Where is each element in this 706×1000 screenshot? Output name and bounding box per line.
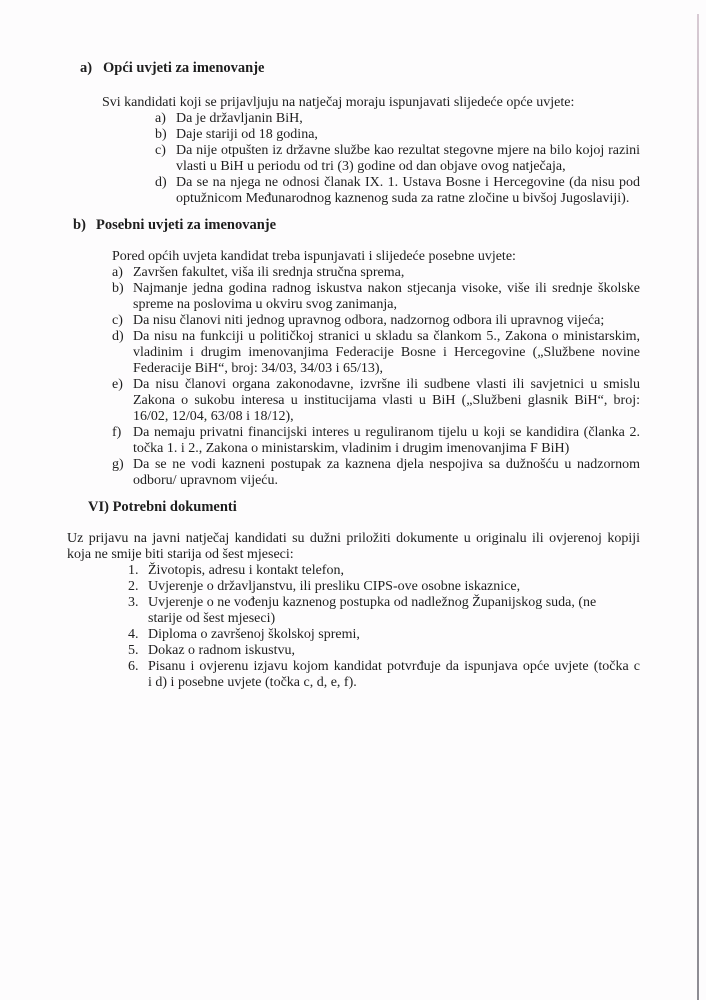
list-item-marker: d)	[112, 329, 124, 344]
text-line: Zakona o sukobu interesa u institucijama vlasti u BiH („Službeni glasnik BiH“, broj:	[133, 393, 640, 408]
list-item	[112, 329, 640, 377]
text-line: Da nemaju privatni financijski interes u reguliranom tijelu u koji se kandidira (članka 2.	[133, 425, 640, 440]
text-line: i d) i posebne uvjete (točka c, d, e, f).	[148, 675, 357, 690]
list-item-marker: 1.	[128, 563, 139, 578]
list-item-text	[148, 659, 640, 691]
documents-intro	[67, 531, 640, 563]
list-item	[112, 313, 640, 329]
text-line: Završen fakultet, viša ili srednja stručna sprema,	[133, 265, 405, 280]
section-required-documents	[0, 499, 706, 691]
list-item-text	[133, 265, 640, 281]
section-b-marker: b)	[73, 217, 86, 233]
list-item	[128, 627, 640, 643]
list-item-text	[148, 643, 640, 659]
section-a-intro	[102, 95, 640, 111]
list-item-text	[133, 377, 640, 425]
list-item-text	[148, 563, 640, 579]
list-item-marker: c)	[155, 143, 166, 158]
text-line: starije od šest mjeseci)	[148, 611, 276, 626]
list-item-text	[133, 329, 640, 377]
list-item-text	[133, 281, 640, 313]
text-line: Da se ne vodi kazneni postupak za kaznena djela nespojiva sa dužnošću u nadzornom	[133, 457, 640, 472]
text-line: Da je državljanin BiH,	[176, 111, 303, 126]
text-line: odboru/ upravnom vijeću.	[133, 473, 279, 488]
list-item-text	[133, 457, 640, 489]
list-item-text	[148, 595, 640, 627]
text-line: točka 1. i 2., Zakona o ministarskim, vladinim i drugim imenovanjima F BiH)	[133, 441, 570, 456]
list-item	[112, 265, 640, 281]
list-item-text	[176, 127, 640, 143]
text-line: Uvjerenje o ne vođenju kaznenog postupka od nadležnog Županijskog suda, (ne	[148, 595, 597, 610]
text-line: Da nisu članovi niti jednog upravnog odbora, nadzornog odbora ili upravnog vijeća;	[133, 313, 605, 328]
list-item	[155, 127, 640, 143]
section-a-list	[155, 111, 640, 207]
list-item-text	[133, 425, 640, 457]
list-item-marker: d)	[155, 175, 167, 190]
text-line: Uz prijavu na javni natječaj kandidati su dužni priložiti dokumente u originalu ili ovjerenoj kopiji	[67, 531, 640, 546]
section-general-conditions	[0, 60, 706, 207]
list-item	[112, 377, 640, 425]
list-item-marker: 2.	[128, 579, 139, 594]
text-line: Dokaz o radnom iskustvu,	[148, 643, 295, 658]
list-item	[128, 595, 640, 627]
list-item-text	[176, 175, 640, 207]
list-item	[128, 643, 640, 659]
section-b-intro	[112, 249, 640, 265]
scan-edge-line	[697, 14, 699, 1000]
text-line: Da nisu na funkciji u političkoj stranici u skladu sa člankom 5., Zakona o ministarskim,	[133, 329, 640, 344]
documents-section-title: VI) Potrebni dokumenti	[88, 499, 237, 515]
text-line: Da se na njega ne odnosi članak IX. 1. Ustava Bosne i Hercegovine (da nisu pod	[176, 175, 640, 190]
list-item-marker: 6.	[128, 659, 139, 674]
text-line: Daje stariji od 18 godina,	[176, 127, 318, 142]
list-item-marker: c)	[112, 313, 123, 328]
text-line: vladinim i drugim imenovanjima Federacije Bosne i Hercegovine („Službene novine	[133, 345, 640, 360]
list-item	[112, 281, 640, 313]
section-a-title: Opći uvjeti za imenovanje	[103, 60, 265, 76]
text-line: Diploma o završenoj školskoj spremi,	[148, 627, 360, 642]
list-item-marker: f)	[112, 425, 122, 440]
list-item	[155, 111, 640, 127]
text-line: Federacije BiH“, broj: 34/03, 34/03 i 65/13),	[133, 361, 384, 376]
text-line: spreme na poslovima u okviru svog zanimanja,	[133, 297, 397, 312]
text-line: 16/02, 12/04, 63/08 i 18/12),	[133, 409, 294, 424]
list-item	[128, 563, 640, 579]
list-item-marker: 4.	[128, 627, 139, 642]
list-item-marker: b)	[155, 127, 167, 142]
text-line: Da nije otpušten iz državne službe kao rezultat stegovne mjere na bilo kojoj razini	[176, 143, 640, 158]
text-line: Najmanje jedna godina radnog iskustva nakon stjecanja visoke, više ili srednje školske	[133, 281, 640, 296]
list-item-text	[148, 579, 640, 595]
documents-list	[128, 563, 640, 691]
list-item-marker: a)	[155, 111, 166, 126]
list-item-text	[148, 627, 640, 643]
list-item	[155, 143, 640, 175]
list-item	[112, 457, 640, 489]
section-b-list	[112, 265, 640, 489]
text-line: Da nisu članovi organa zakonodavne, izvršne ili sudbene vlasti ili savjetnici u smislu	[133, 377, 640, 392]
section-a-marker: a)	[80, 60, 93, 76]
section-b-title: Posebni uvjeti za imenovanje	[96, 217, 277, 233]
text-line: vlasti u BiH u periodu od tri (3) godine od dan objave ovog natječaja,	[176, 159, 566, 174]
list-item-marker: 5.	[128, 643, 139, 658]
list-item-marker: b)	[112, 281, 124, 296]
list-item	[155, 175, 640, 207]
list-item	[128, 579, 640, 595]
list-item-text	[176, 143, 640, 175]
list-item-text	[176, 111, 640, 127]
list-item-marker: e)	[112, 377, 123, 392]
text-line: optužnicom Međunarodnog kaznenog suda za ratne zločine u bivšoj Jugoslaviji).	[176, 191, 630, 206]
list-item-marker: 3.	[128, 595, 139, 610]
list-item	[128, 659, 640, 691]
list-item-marker: a)	[112, 265, 123, 280]
section-b-heading	[0, 217, 706, 233]
text-line: Uvjerenje o državljanstvu, ili presliku CIPS-ove osobne iskaznice,	[148, 579, 521, 594]
list-item-marker: g)	[112, 457, 124, 472]
list-item	[112, 425, 640, 457]
text-line: Pisanu i ovjerenu izjavu kojom kandidat potvrđuje da ispunjava opće uvjete (točka c	[148, 659, 640, 674]
text-line: Životopis, adresu i kontakt telefon,	[148, 563, 344, 578]
section-special-conditions	[0, 217, 706, 489]
section-a-heading	[0, 60, 706, 76]
text-line: Svi kandidati koji se prijavljuju na natječaj moraju ispunjavati slijedeće opće uvjete:	[102, 95, 575, 110]
text-line: Pored općih uvjeta kandidat treba ispunjavati i slijedeće posebne uvjete:	[112, 249, 516, 264]
text-line: koja ne smije biti starija od šest mjeseci:	[67, 547, 294, 562]
list-item-text	[133, 313, 640, 329]
